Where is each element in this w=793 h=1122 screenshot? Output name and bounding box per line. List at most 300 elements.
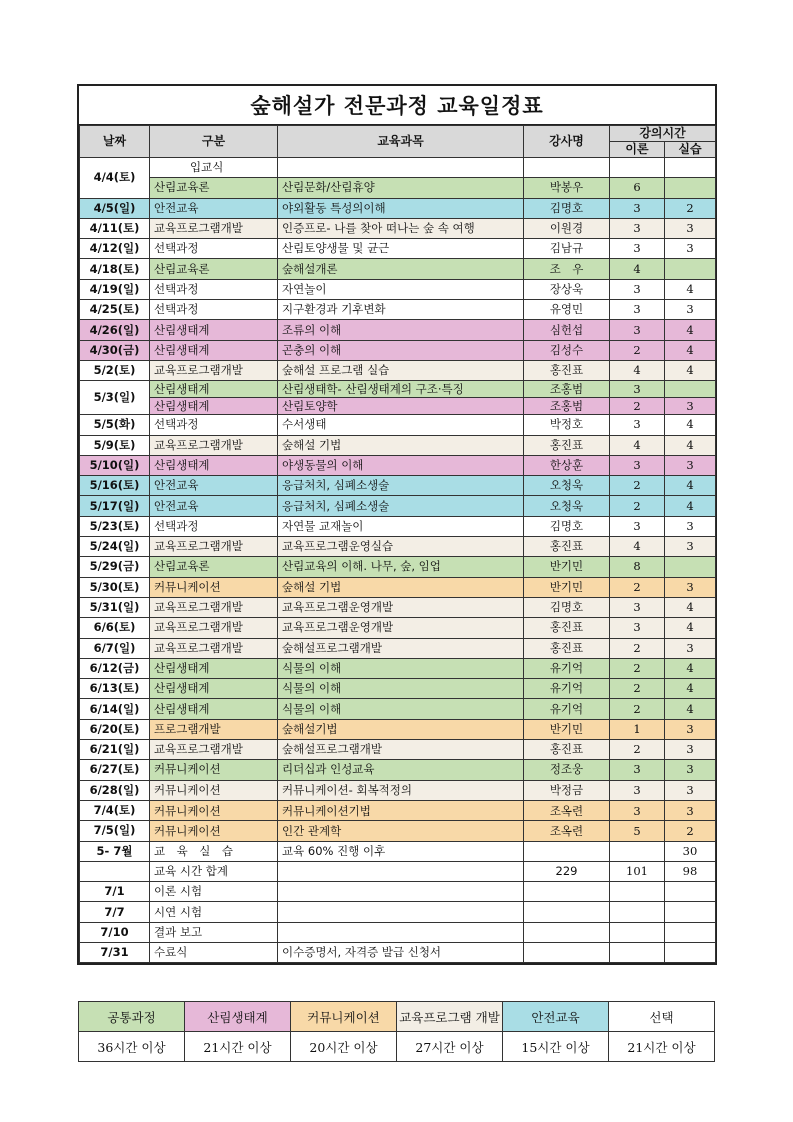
table-row [80,699,716,719]
teacher-cell: 홍진표 [524,360,610,380]
course-cell: 교육 60% 진행 이후 [278,841,524,861]
schedule-table [79,125,716,963]
practice-hours-cell: 4 [665,279,716,299]
table-row [80,942,716,962]
course-cell: 응급처치, 심폐소생술 [278,476,524,496]
course-cell [278,861,524,881]
teacher-cell [524,942,610,962]
teacher-cell: 김명호 [524,198,610,218]
practice-hours-cell: 4 [665,435,716,455]
theory-hours-cell: 2 [610,699,665,719]
date-cell: 5/23(토) [80,516,150,536]
schedule-body [80,158,716,963]
course-cell: 식물의 이해 [278,658,524,678]
course-cell: 커뮤니케이션- 회복적정의 [278,780,524,800]
teacher-cell: 김명호 [524,597,610,617]
legend-category: 산림생태계 [185,1002,291,1032]
category-cell: 커뮤니케이션 [150,780,278,800]
legend-hours: 27시간 이상 [397,1032,503,1062]
teacher-cell: 정조웅 [524,760,610,780]
theory-hours-cell: 8 [610,557,665,577]
category-cell: 선택과정 [150,415,278,435]
teacher-cell: 유기억 [524,658,610,678]
date-cell [80,861,150,881]
category-cell: 교육프로그램개발 [150,360,278,380]
theory-hours-cell [610,841,665,861]
category-cell: 교육프로그램개발 [150,597,278,617]
category-cell: 산림생태계 [150,340,278,360]
course-cell: 인간 관계학 [278,821,524,841]
date-cell: 7/31 [80,942,150,962]
date-cell: 7/5(일) [80,821,150,841]
practice-hours-cell: 4 [665,618,716,638]
theory-hours-cell: 3 [610,300,665,320]
course-cell: 숲해설기법 [278,719,524,739]
course-cell: 숲해설 기법 [278,435,524,455]
legend-category: 선택 [609,1002,715,1032]
course-cell: 교육프로그램운영실습 [278,537,524,557]
category-cell: 교육프로그램개발 [150,537,278,557]
category-cell: 산림생태계 [150,320,278,340]
theory-hours-cell: 2 [610,340,665,360]
theory-hours-cell [610,882,665,902]
table-row [80,198,716,218]
practice-hours-cell [665,882,716,902]
course-cell: 리더십과 인성교육 [278,760,524,780]
course-cell: 커뮤니케이션기법 [278,800,524,820]
theory-hours-cell: 3 [610,597,665,617]
teacher-cell: 조옥련 [524,821,610,841]
date-cell: 5/24(일) [80,537,150,557]
category-cell: 커뮤니케이션 [150,821,278,841]
practice-hours-cell: 3 [665,239,716,259]
theory-hours-cell: 6 [610,178,665,198]
legend-category: 커뮤니케이션 [291,1002,397,1032]
course-cell [278,902,524,922]
course-cell: 산림토양생물 및 균근 [278,239,524,259]
table-row [80,780,716,800]
teacher-cell: 조옥련 [524,800,610,820]
header-date: 날짜 [80,126,150,158]
theory-hours-cell: 5 [610,821,665,841]
practice-hours-cell: 3 [665,537,716,557]
date-cell: 6/6(토) [80,618,150,638]
date-cell: 5/9(토) [80,435,150,455]
teacher-cell [524,841,610,861]
theory-hours-cell: 2 [610,476,665,496]
category-cell: 교육프로그램개발 [150,218,278,238]
table-row [80,719,716,739]
course-cell: 산림생태학- 산림생태계의 구조·특징 [278,381,524,398]
theory-hours-cell: 4 [610,259,665,279]
table-row [80,861,716,881]
practice-hours-cell [665,922,716,942]
table-row [80,178,716,198]
table-row [80,320,716,340]
teacher-cell: 유기억 [524,679,610,699]
category-cell: 커뮤니케이션 [150,800,278,820]
table-row [80,398,716,415]
header-course: 교육과목 [278,126,524,158]
course-cell: 조류의 이해 [278,320,524,340]
course-cell: 교육프로그램운영개발 [278,597,524,617]
table-row [80,381,716,398]
table-row [80,516,716,536]
course-cell [278,882,524,902]
table-row [80,740,716,760]
category-cell: 산림생태계 [150,381,278,398]
teacher-cell: 유영민 [524,300,610,320]
practice-hours-cell: 98 [665,861,716,881]
table-row [80,476,716,496]
theory-hours-cell: 3 [610,381,665,398]
date-cell: 5/17(일) [80,496,150,516]
theory-hours-cell: 2 [610,398,665,415]
date-cell: 6/28(일) [80,780,150,800]
table-row [80,618,716,638]
table-row [80,415,716,435]
course-cell: 응급처치, 심폐소생술 [278,496,524,516]
table-row [80,158,716,178]
date-cell: 4/4(토) [80,158,150,199]
category-cell: 교육프로그램개발 [150,740,278,760]
theory-hours-cell [610,902,665,922]
table-row [80,455,716,475]
date-cell: 5/30(토) [80,577,150,597]
practice-hours-cell [665,259,716,279]
teacher-cell [524,902,610,922]
teacher-cell: 김명호 [524,516,610,536]
legend-hours: 36시간 이상 [79,1032,185,1062]
date-cell: 4/12(일) [80,239,150,259]
practice-hours-cell: 4 [665,320,716,340]
theory-hours-cell: 101 [610,861,665,881]
teacher-cell: 조홍범 [524,398,610,415]
table-row [80,537,716,557]
table-row [80,902,716,922]
table-row [80,259,716,279]
theory-hours-cell: 4 [610,537,665,557]
practice-hours-cell: 4 [665,340,716,360]
header-practice: 실습 [665,142,716,158]
practice-hours-cell: 4 [665,476,716,496]
category-cell: 교육프로그램개발 [150,435,278,455]
table-row [80,340,716,360]
theory-hours-cell: 3 [610,218,665,238]
practice-hours-cell: 4 [665,496,716,516]
practice-hours-cell: 3 [665,398,716,415]
table-row [80,597,716,617]
course-cell: 산림교육의 이해. 나무, 숲, 임업 [278,557,524,577]
teacher-cell: 229 [524,861,610,881]
schedule-sheet [77,84,717,965]
course-cell: 자연물 교재놀이 [278,516,524,536]
practice-hours-cell: 3 [665,740,716,760]
theory-hours-cell: 3 [610,198,665,218]
practice-hours-cell: 3 [665,455,716,475]
table-row [80,300,716,320]
date-cell: 4/30(금) [80,340,150,360]
table-row [80,496,716,516]
course-cell: 이수증명서, 자격증 발급 신청서 [278,942,524,962]
category-cell: 산림교육론 [150,178,278,198]
teacher-cell: 박정금 [524,780,610,800]
legend-hours: 20시간 이상 [291,1032,397,1062]
course-cell: 야생동물의 이해 [278,455,524,475]
teacher-cell: 조홍범 [524,381,610,398]
date-cell: 5- 7월 [80,841,150,861]
date-cell: 6/21(일) [80,740,150,760]
practice-hours-cell: 4 [665,597,716,617]
date-cell: 4/25(토) [80,300,150,320]
practice-hours-cell: 3 [665,300,716,320]
table-row [80,577,716,597]
teacher-cell [524,158,610,178]
practice-hours-cell: 3 [665,638,716,658]
date-cell: 5/29(금) [80,557,150,577]
date-cell: 6/7(일) [80,638,150,658]
practice-hours-cell [665,942,716,962]
teacher-cell: 김남규 [524,239,610,259]
table-row [80,638,716,658]
date-cell: 7/4(토) [80,800,150,820]
practice-hours-cell: 3 [665,516,716,536]
practice-hours-cell: 4 [665,699,716,719]
date-cell: 5/16(토) [80,476,150,496]
course-cell: 곤충의 이해 [278,340,524,360]
course-cell: 교육프로그램운영개발 [278,618,524,638]
date-cell: 4/11(토) [80,218,150,238]
category-cell: 교육프로그램개발 [150,618,278,638]
category-cell: 안전교육 [150,476,278,496]
teacher-cell: 홍진표 [524,537,610,557]
practice-hours-cell: 30 [665,841,716,861]
teacher-cell: 조 우 [524,259,610,279]
course-cell: 숲해설개론 [278,259,524,279]
theory-hours-cell: 2 [610,496,665,516]
date-cell: 7/7 [80,902,150,922]
category-cell: 교육 시간 합계 [150,861,278,881]
table-row [80,658,716,678]
teacher-cell: 반기민 [524,557,610,577]
teacher-cell: 반기민 [524,577,610,597]
table-row [80,218,716,238]
category-cell: 입교식 [150,158,278,178]
teacher-cell: 박정호 [524,415,610,435]
theory-hours-cell: 3 [610,320,665,340]
teacher-cell: 오청욱 [524,476,610,496]
practice-hours-cell: 3 [665,577,716,597]
date-cell: 5/3(일) [80,381,150,415]
teacher-cell: 유기억 [524,699,610,719]
theory-hours-cell: 2 [610,658,665,678]
practice-hours-cell: 3 [665,800,716,820]
course-cell: 숲해설프로그램개발 [278,638,524,658]
date-cell: 6/12(금) [80,658,150,678]
category-cell: 산림교육론 [150,259,278,279]
theory-hours-cell: 3 [610,415,665,435]
date-cell: 4/5(일) [80,198,150,218]
teacher-cell: 홍진표 [524,618,610,638]
page-title: 숲해설가 전문과정 교육일정표 [79,86,715,125]
category-cell: 교 육 실 습 [150,841,278,861]
header-teacher: 강사명 [524,126,610,158]
legend-table [78,1001,715,1062]
practice-hours-cell: 3 [665,719,716,739]
table-row [80,239,716,259]
date-cell: 4/19(일) [80,279,150,299]
category-cell: 선택과정 [150,279,278,299]
practice-hours-cell [665,902,716,922]
category-cell: 안전교육 [150,198,278,218]
practice-hours-cell: 3 [665,780,716,800]
theory-hours-cell: 2 [610,638,665,658]
practice-hours-cell [665,381,716,398]
category-cell: 커뮤니케이션 [150,760,278,780]
teacher-cell: 김성수 [524,340,610,360]
date-cell: 6/13(토) [80,679,150,699]
header-hours: 강의시간 [610,126,716,142]
date-cell: 4/26(일) [80,320,150,340]
category-cell: 수료식 [150,942,278,962]
course-cell: 숲해설 기법 [278,577,524,597]
category-cell: 산림생태계 [150,699,278,719]
category-cell: 산림생태계 [150,679,278,699]
legend-hours: 15시간 이상 [503,1032,609,1062]
date-cell: 4/18(토) [80,259,150,279]
theory-hours-cell: 2 [610,577,665,597]
course-cell [278,158,524,178]
category-cell: 산림교육론 [150,557,278,577]
teacher-cell: 오청욱 [524,496,610,516]
theory-hours-cell: 3 [610,516,665,536]
category-cell: 선택과정 [150,300,278,320]
date-cell: 5/2(토) [80,360,150,380]
table-row [80,760,716,780]
course-cell: 식물의 이해 [278,699,524,719]
course-cell: 숲해설프로그램개발 [278,740,524,760]
theory-hours-cell [610,158,665,178]
legend-hours: 21시간 이상 [185,1032,291,1062]
legend-category: 안전교육 [503,1002,609,1032]
legend-hours-row [79,1032,715,1062]
teacher-cell [524,882,610,902]
theory-hours-cell: 3 [610,239,665,259]
date-cell: 6/27(토) [80,760,150,780]
theory-hours-cell: 3 [610,780,665,800]
course-cell: 야외활동 특성의이해 [278,198,524,218]
practice-hours-cell: 4 [665,360,716,380]
practice-hours-cell: 2 [665,198,716,218]
practice-hours-cell: 3 [665,218,716,238]
legend-hours: 21시간 이상 [609,1032,715,1062]
teacher-cell: 반기민 [524,719,610,739]
theory-hours-cell: 3 [610,760,665,780]
teacher-cell: 한상훈 [524,455,610,475]
theory-hours-cell: 3 [610,455,665,475]
date-cell: 5/31(일) [80,597,150,617]
date-cell: 6/14(일) [80,699,150,719]
practice-hours-cell [665,158,716,178]
course-cell: 산림토양학 [278,398,524,415]
course-cell: 자연놀이 [278,279,524,299]
date-cell: 5/5(화) [80,415,150,435]
legend-category: 공통과정 [79,1002,185,1032]
teacher-cell [524,922,610,942]
date-cell: 7/10 [80,922,150,942]
category-cell: 결과 보고 [150,922,278,942]
theory-hours-cell: 3 [610,800,665,820]
category-cell: 교육프로그램개발 [150,638,278,658]
table-row [80,882,716,902]
theory-hours-cell: 3 [610,618,665,638]
course-cell: 식물의 이해 [278,679,524,699]
table-row [80,821,716,841]
table-row [80,557,716,577]
teacher-cell: 심헌섭 [524,320,610,340]
course-cell: 산림문화/산림휴양 [278,178,524,198]
table-row [80,922,716,942]
theory-hours-cell: 4 [610,360,665,380]
date-cell: 7/1 [80,882,150,902]
course-cell: 수서생태 [278,415,524,435]
teacher-cell: 홍진표 [524,435,610,455]
table-row [80,841,716,861]
practice-hours-cell: 4 [665,679,716,699]
table-row [80,360,716,380]
teacher-cell: 장상욱 [524,279,610,299]
theory-hours-cell [610,922,665,942]
practice-hours-cell: 3 [665,760,716,780]
category-cell: 선택과정 [150,239,278,259]
category-cell: 안전교육 [150,496,278,516]
category-cell: 선택과정 [150,516,278,536]
category-cell: 산림생태계 [150,455,278,475]
table-row [80,679,716,699]
header-theory: 이론 [610,142,665,158]
category-cell: 시연 시험 [150,902,278,922]
teacher-cell: 박봉우 [524,178,610,198]
course-cell [278,922,524,942]
date-cell: 5/10(일) [80,455,150,475]
table-row [80,279,716,299]
theory-hours-cell: 1 [610,719,665,739]
teacher-cell: 이원경 [524,218,610,238]
category-cell: 산림생태계 [150,658,278,678]
course-cell: 인증프로- 나를 찾아 떠나는 숲 속 여행 [278,218,524,238]
theory-hours-cell [610,942,665,962]
date-cell: 6/20(토) [80,719,150,739]
theory-hours-cell: 4 [610,435,665,455]
practice-hours-cell [665,557,716,577]
table-row [80,800,716,820]
theory-hours-cell: 2 [610,740,665,760]
practice-hours-cell: 4 [665,658,716,678]
table-row [80,435,716,455]
category-cell: 커뮤니케이션 [150,577,278,597]
practice-hours-cell: 4 [665,415,716,435]
category-cell: 산림생태계 [150,398,278,415]
practice-hours-cell: 2 [665,821,716,841]
category-cell: 이론 시험 [150,882,278,902]
course-cell: 지구환경과 기후변화 [278,300,524,320]
theory-hours-cell: 3 [610,279,665,299]
teacher-cell: 홍진표 [524,740,610,760]
practice-hours-cell [665,178,716,198]
teacher-cell: 홍진표 [524,638,610,658]
header-category: 구분 [150,126,278,158]
course-cell: 숲해설 프로그램 실습 [278,360,524,380]
